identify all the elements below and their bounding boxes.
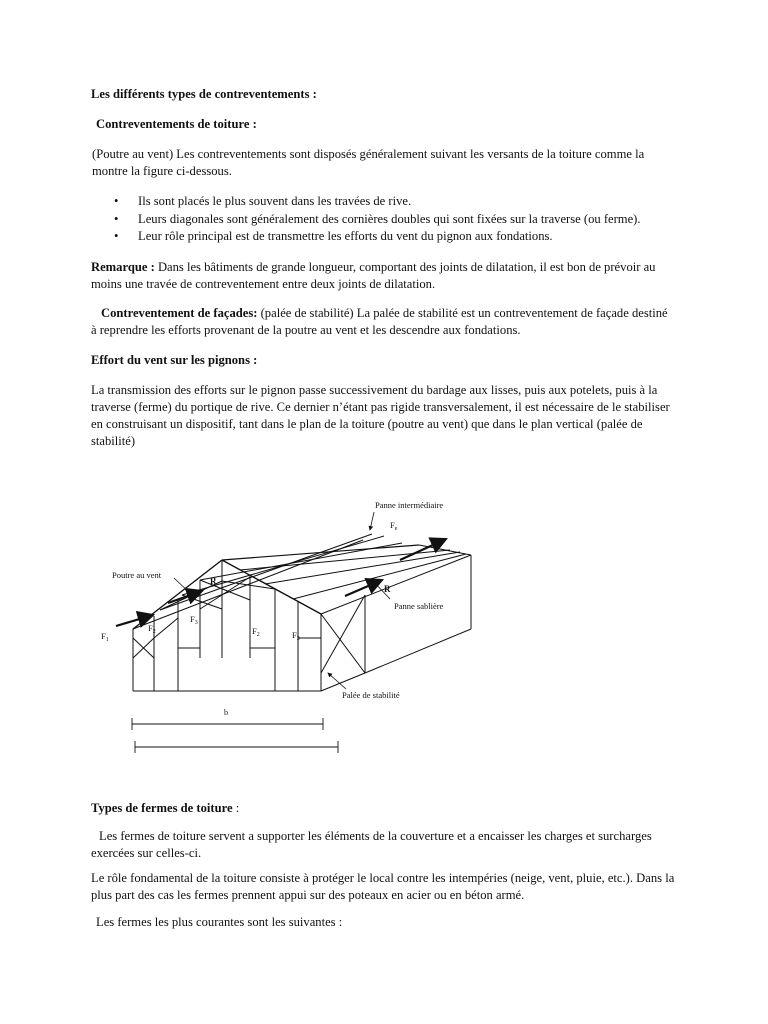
label-f3-left: $F_3$ bbox=[190, 614, 198, 626]
heading-bracing-types: Les différents types de contreventements : bbox=[91, 87, 317, 101]
label-f1: $F_1$ bbox=[101, 631, 109, 643]
paragraph-wind-gable: La transmission des efforts sur le pignon passe successivement du bardage aux lisses, puis aux potelets, puis à la traverse (ferme) du portique de rive. Ce dernier n’étant pas rigide transversalement, il est nécessaire de le stabiliser en construisant un dispositif, tant dans le plan de la toiture (poutre au vent) que dans le plan vertical (palée de stabilité) bbox=[91, 383, 670, 448]
label-r-right: R bbox=[384, 584, 391, 594]
heading-roof-bracing: Contreventements de toiture : bbox=[96, 117, 257, 131]
paragraph-roof-bracing: (Poutre au vent) Les contreventements sont disposés généralement suivant les versants de la toiture comme la montre la figure ci-dessous. bbox=[92, 147, 645, 178]
list-item: • Leur rôle principal est de transmettre les efforts du vent du pignon aux fondations. bbox=[112, 229, 672, 245]
label-f2-left: $F_2$ bbox=[148, 623, 156, 635]
heading-truss-types: Types de fermes de toiture : bbox=[91, 801, 240, 815]
label-b: b bbox=[224, 708, 228, 717]
paragraph-trusses-3: Les fermes les plus courantes sont les suivantes : bbox=[96, 915, 343, 929]
bracing-diagram bbox=[90, 488, 510, 763]
remark-text: Dans les bâtiments de grande longueur, comportant des joints de dilatation, il est bon de prévoir au moins une travée de contreventement entre deux joints de dilatation. bbox=[91, 260, 656, 291]
remark-paragraph bbox=[91, 259, 677, 293]
label-r-left: R bbox=[210, 576, 217, 586]
paragraph-trusses-1: Les fermes de toiture servent a supporter les éléments de la couverture et a encaisser les charges et surcharges exercées sur celles-ci. bbox=[91, 829, 652, 860]
facade-paragraph bbox=[91, 305, 669, 339]
label-panne-sabliere: Panne sablière bbox=[394, 601, 444, 611]
list-item: • Leurs diagonales sont généralement des cornières doubles qui sont fixées sur la traverse (ou ferme). bbox=[112, 212, 672, 228]
label-poutre-au-vent: Poutre au vent bbox=[112, 570, 162, 580]
label-panne-intermediaire: Panne intermédiaire bbox=[375, 500, 444, 510]
paragraph-trusses-2: Le rôle fondamental de la toiture consiste à protéger le local contre les intempéries (neige, vent, pluie, etc.). Dans la plus part des cas les fermes prennent appui sur des poteaux en acier ou en béton armé. bbox=[91, 871, 675, 902]
heading-wind-gable: Effort du vent sur les pignons : bbox=[91, 353, 258, 367]
wind-arrows bbox=[116, 539, 446, 626]
building-frame bbox=[133, 534, 471, 691]
facade-text: (palée de stabilité) La palée de stabilité est un contreventement de façade destiné à reprendre les efforts provenant de la poutre au vent et les descendre aux fondations. bbox=[91, 306, 668, 337]
label-f2-right: $F_2$ bbox=[252, 626, 260, 638]
dimension-lines bbox=[132, 718, 338, 753]
remark-label: Remarque : bbox=[91, 260, 155, 274]
label-f3-right: $F_3$ bbox=[292, 630, 300, 642]
label-palee-de-stabilite: Palée de stabilité bbox=[342, 690, 400, 700]
facade-label: Contreventement de façades: bbox=[101, 306, 258, 320]
label-fe: $F_e$ bbox=[390, 520, 398, 532]
figure-labels bbox=[101, 500, 444, 717]
list-item: • Ils sont placés le plus souvent dans les travées de rive. bbox=[112, 194, 672, 210]
bullet-list bbox=[112, 194, 672, 247]
